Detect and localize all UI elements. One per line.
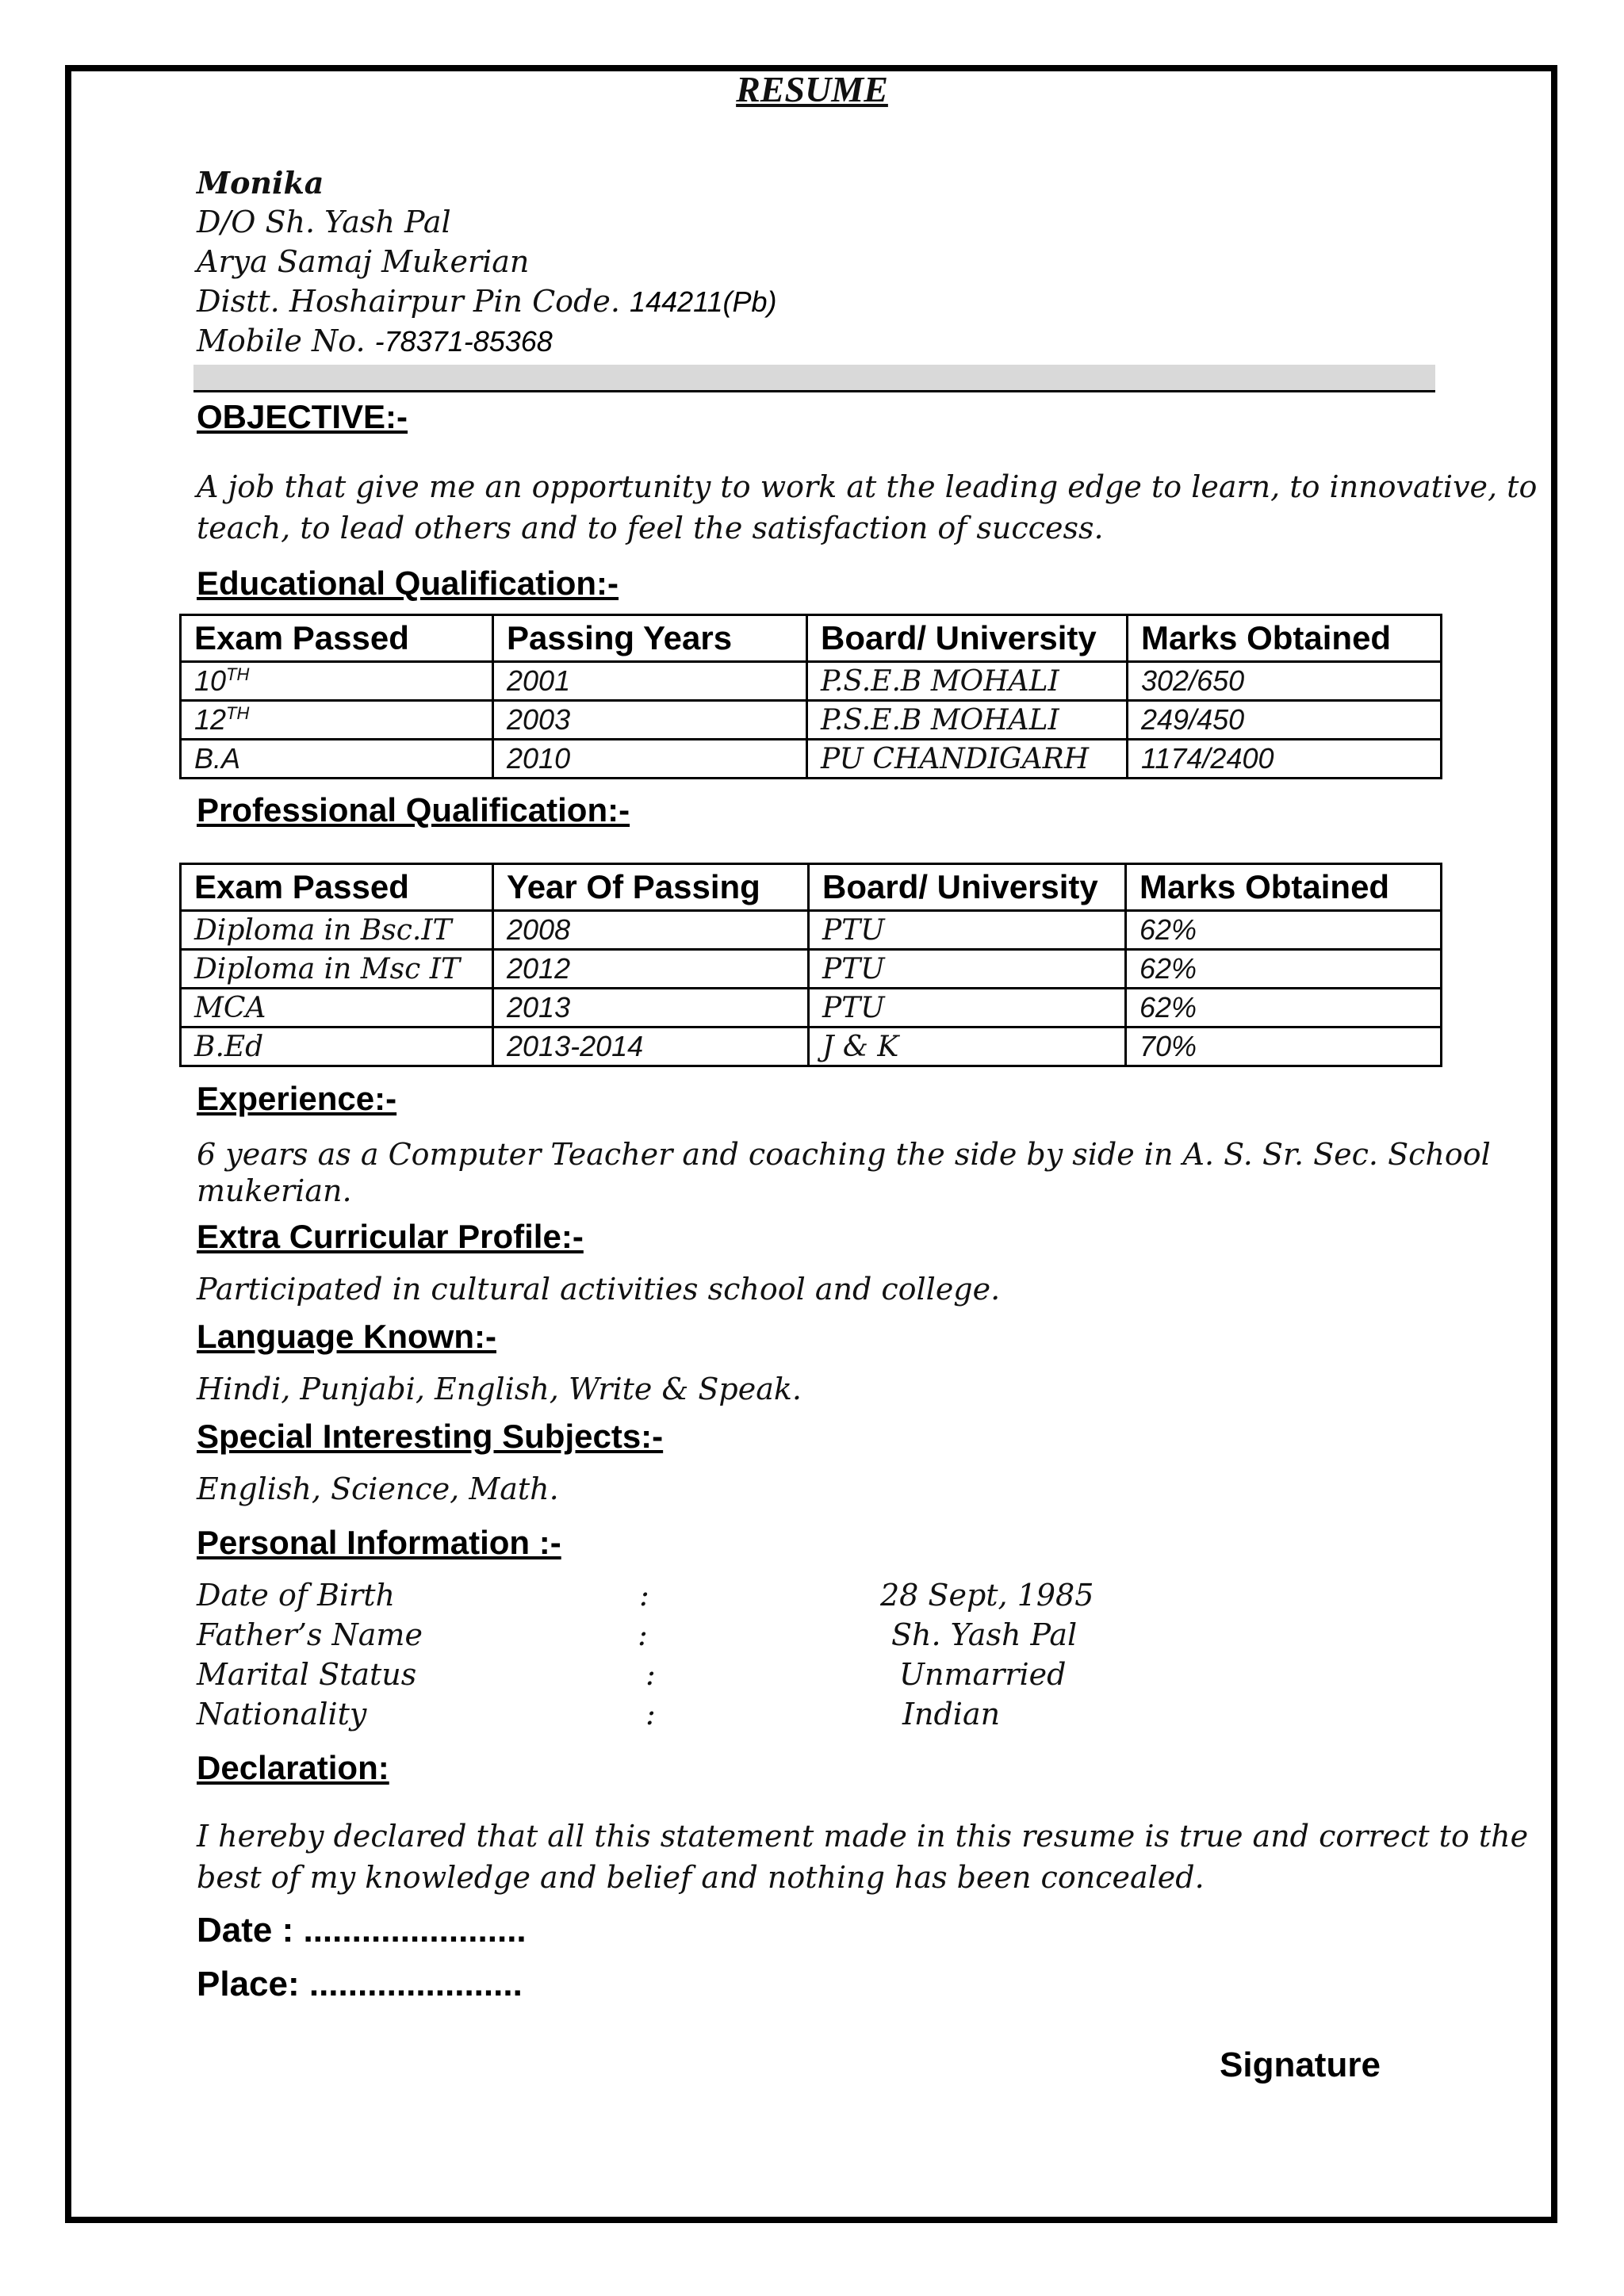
language-text: Hindi, Punjabi, English, Write & Speak. bbox=[197, 1372, 802, 1406]
exam-cell: Diploma in Msc IT bbox=[181, 950, 493, 989]
parent-name: D/O Sh. Yash Pal bbox=[197, 205, 451, 239]
language-heading: Language Known:- bbox=[197, 1318, 496, 1355]
marital-status-value: Unmarried bbox=[899, 1657, 1067, 1692]
subjects-text: English, Science, Math. bbox=[197, 1471, 559, 1506]
year-cell: 2001 bbox=[493, 662, 807, 701]
table-row bbox=[181, 1027, 1442, 1066]
objective-heading: OBJECTIVE:- bbox=[197, 398, 408, 435]
table-row bbox=[181, 950, 1442, 989]
separator-colon: : bbox=[645, 1697, 656, 1732]
marks-cell: 249/450 bbox=[1128, 701, 1442, 740]
marks-cell: 1174/2400 bbox=[1128, 740, 1442, 779]
address-line: Arya Samaj Mukerian bbox=[197, 244, 530, 279]
year-cell: 2003 bbox=[493, 701, 807, 740]
date-field: Date : ....................... bbox=[197, 1911, 527, 1950]
column-header: Exam Passed bbox=[181, 864, 493, 911]
marks-cell: 62% bbox=[1126, 989, 1442, 1027]
column-header: Marks Obtained bbox=[1128, 615, 1442, 662]
board-cell: PTU bbox=[809, 911, 1126, 950]
professional-heading: Professional Qualification:- bbox=[197, 791, 630, 828]
table-row bbox=[181, 740, 1442, 779]
extra-curricular-heading: Extra Curricular Profile:- bbox=[197, 1218, 584, 1255]
education-heading: Educational Qualification:- bbox=[197, 564, 619, 602]
column-header: Passing Years bbox=[493, 615, 807, 662]
year-cell: 2013-2014 bbox=[493, 1027, 809, 1066]
exam-cell: Diploma in Bsc.IT bbox=[181, 911, 493, 950]
education-table bbox=[179, 614, 1442, 779]
declaration-heading: Declaration: bbox=[197, 1749, 389, 1786]
father-name-value: Sh. Yash Pal bbox=[891, 1617, 1078, 1652]
professional-table bbox=[179, 863, 1442, 1067]
board-cell: P.S.E.B MOHALI bbox=[807, 701, 1128, 740]
page-title: RESUME bbox=[736, 69, 888, 109]
experience-line-1: 6 years as a Computer Teacher and coaching the side by side in A. S. Sr. Sec. School bbox=[197, 1137, 1491, 1172]
declaration-line-1: I hereby declared that all this statement made in this resume is true and correct to the bbox=[197, 1819, 1529, 1854]
table-row bbox=[181, 662, 1442, 701]
table-row bbox=[181, 701, 1442, 740]
column-header: Marks Obtained bbox=[1126, 864, 1442, 911]
column-header: Board/ University bbox=[807, 615, 1128, 662]
declaration-line-2: best of my knowledge and belief and nothing has been concealed. bbox=[197, 1860, 1205, 1895]
exam-cell: 10TH bbox=[181, 662, 493, 701]
signature-label: Signature bbox=[1220, 2045, 1381, 2084]
column-header: Year Of Passing bbox=[493, 864, 809, 911]
exam-cell: 12TH bbox=[181, 701, 493, 740]
marks-cell: 62% bbox=[1126, 911, 1442, 950]
marital-status-label: Marital Status bbox=[197, 1657, 417, 1692]
district-line bbox=[197, 284, 777, 319]
table-row bbox=[181, 989, 1442, 1027]
separator-colon: : bbox=[639, 1578, 649, 1613]
column-header: Exam Passed bbox=[181, 615, 493, 662]
pin-code: 144211(Pb) bbox=[630, 285, 777, 318]
place-field: Place: ...................... bbox=[197, 1965, 523, 2003]
experience-line-2: mukerian. bbox=[197, 1173, 352, 1208]
marks-cell: 302/650 bbox=[1128, 662, 1442, 701]
column-header: Board/ University bbox=[809, 864, 1126, 911]
district-label: Distt. Hoshairpur Pin Code. bbox=[197, 284, 620, 319]
objective-line-2: teach, to lead others and to feel the satisfaction of success. bbox=[197, 511, 1104, 545]
objective-line-1: A job that give me an opportunity to work at the leading edge to learn, to innovative, to bbox=[197, 469, 1538, 504]
table-row bbox=[181, 911, 1442, 950]
experience-heading: Experience:- bbox=[197, 1080, 397, 1117]
exam-cell: B.A bbox=[181, 740, 493, 779]
nationality-value: Indian bbox=[902, 1697, 1001, 1732]
year-cell: 2008 bbox=[493, 911, 809, 950]
nationality-label: Nationality bbox=[197, 1697, 367, 1732]
board-cell: PU CHANDIGARH bbox=[807, 740, 1128, 779]
year-cell: 2010 bbox=[493, 740, 807, 779]
candidate-name: Monika bbox=[197, 165, 324, 201]
marks-cell: 70% bbox=[1126, 1027, 1442, 1066]
mobile-number: -78371-85368 bbox=[374, 325, 553, 358]
personal-heading: Personal Information :- bbox=[197, 1524, 561, 1561]
subjects-heading: Special Interesting Subjects:- bbox=[197, 1418, 664, 1455]
table-header-row bbox=[181, 615, 1442, 662]
mobile-line bbox=[197, 323, 553, 358]
separator-colon: : bbox=[645, 1657, 656, 1692]
exam-cell: MCA bbox=[181, 989, 493, 1027]
table-header-row bbox=[181, 864, 1442, 911]
dob-label: Date of Birth bbox=[197, 1578, 395, 1613]
board-cell: PTU bbox=[809, 950, 1126, 989]
marks-cell: 62% bbox=[1126, 950, 1442, 989]
mobile-label: Mobile No. bbox=[197, 323, 366, 358]
separator-rule bbox=[193, 390, 1435, 392]
year-cell: 2013 bbox=[493, 989, 809, 1027]
board-cell: PTU bbox=[809, 989, 1126, 1027]
father-name-label: Father’s Name bbox=[197, 1617, 423, 1652]
board-cell: P.S.E.B MOHALI bbox=[807, 662, 1128, 701]
separator-band bbox=[193, 365, 1435, 390]
separator-colon: : bbox=[638, 1617, 648, 1652]
year-cell: 2012 bbox=[493, 950, 809, 989]
exam-cell: B.Ed bbox=[181, 1027, 493, 1066]
dob-value: 28 Sept, 1985 bbox=[880, 1578, 1094, 1613]
board-cell: J & K bbox=[809, 1027, 1126, 1066]
extra-curricular-text: Participated in cultural activities school and college. bbox=[197, 1272, 1001, 1307]
